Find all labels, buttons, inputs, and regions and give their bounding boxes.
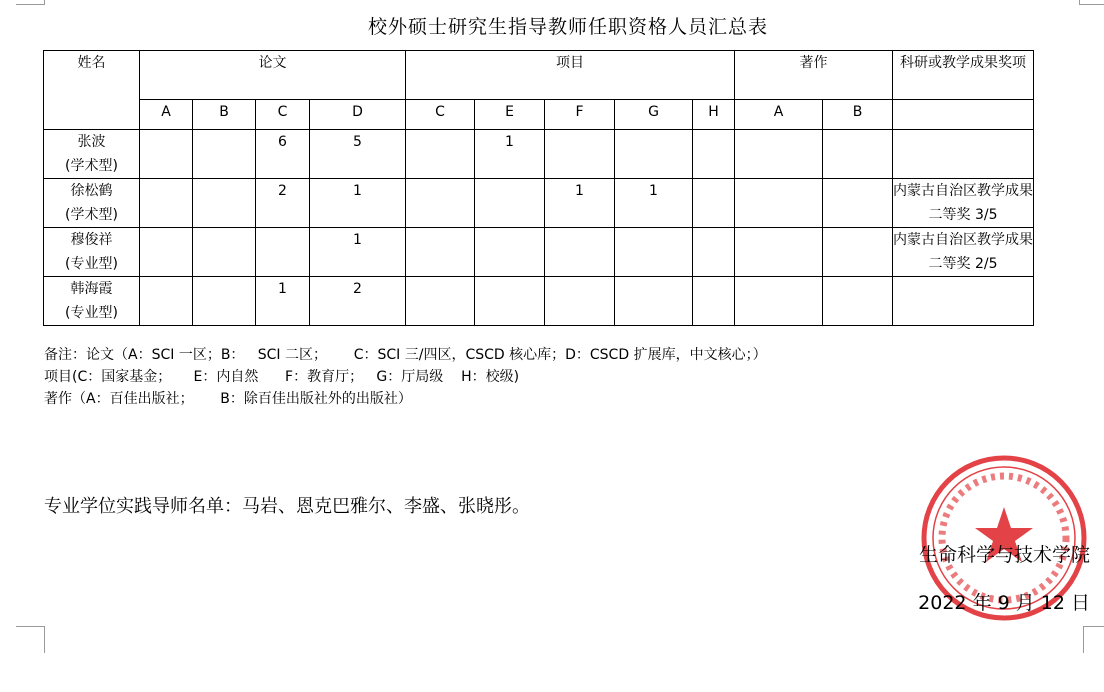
table-cell <box>406 130 475 179</box>
practice-mentors: 专业学位实践导师名单：马岩、恩克巴雅尔、李盛、张晓彤。 <box>44 496 530 517</box>
table-cell <box>615 277 693 326</box>
table-cell <box>735 130 823 179</box>
table-cell <box>615 130 693 179</box>
table-cell <box>475 228 545 277</box>
subheader-paper-c: C <box>256 100 310 130</box>
table-cell <box>256 228 310 277</box>
cell-name <box>44 179 140 228</box>
table-cell <box>735 179 823 228</box>
header-name: 姓名 <box>44 51 140 130</box>
table-cell <box>693 179 735 228</box>
person-type: (专业型) <box>65 256 118 272</box>
table-cell <box>735 277 823 326</box>
cell-award <box>893 277 1034 326</box>
table-cell <box>693 228 735 277</box>
table-cell <box>545 277 615 326</box>
table-cell <box>193 277 256 326</box>
subheader-paper-a: A <box>140 100 193 130</box>
table-row <box>44 277 1034 326</box>
subheader-project-c: C <box>406 100 475 130</box>
note-projects: 项目(C：国家基金； E：内自然 F：教育厅； G：厅局级 H：校级) <box>44 369 520 385</box>
cell-award <box>893 130 1034 179</box>
table-cell <box>823 277 893 326</box>
cell-name <box>44 228 140 277</box>
cell-name <box>44 277 140 326</box>
note-papers: 备注：论文（A：SCI 一区；B： SCI 二区； C：SCI 三/四区，CSCD 核心库；D：CSCD 扩展库，中文核心；） <box>44 347 767 363</box>
subheader-paper-d: D <box>310 100 406 130</box>
table-cell <box>406 277 475 326</box>
page-corner-mark <box>1083 626 1104 653</box>
person-name: 张波 <box>77 134 106 150</box>
table-row <box>44 179 1034 228</box>
table-cell: 1 <box>615 179 693 228</box>
table-cell: 1 <box>310 228 406 277</box>
person-type: (学术型) <box>65 158 118 174</box>
table-cell <box>193 179 256 228</box>
table-cell: 1 <box>310 179 406 228</box>
table-cell <box>823 130 893 179</box>
table-cell <box>545 130 615 179</box>
subheader-project-e: E <box>475 100 545 130</box>
table-cell: 6 <box>256 130 310 179</box>
college-name: 生命科学与技术学院 <box>918 544 1090 566</box>
notes <box>44 344 767 410</box>
cell-award: 内蒙古自治区教学成果二等奖 2/5 <box>893 228 1034 277</box>
subheader-awards-blank <box>893 100 1034 130</box>
table-cell <box>406 228 475 277</box>
person-name: 徐松鹤 <box>70 183 113 199</box>
table-cell: 2 <box>310 277 406 326</box>
table-cell <box>693 130 735 179</box>
person-type: (专业型) <box>65 305 118 321</box>
cell-award: 内蒙古自治区教学成果二等奖 3/5 <box>893 179 1034 228</box>
table-cell <box>193 228 256 277</box>
subheader-work-b: B <box>823 100 893 130</box>
table-cell: 1 <box>256 277 310 326</box>
cell-name <box>44 130 140 179</box>
person-name: 韩海霞 <box>70 281 113 297</box>
person-type: (学术型) <box>65 207 118 223</box>
page-corner-mark <box>1079 0 1104 5</box>
header-works: 著作 <box>735 51 893 100</box>
table-cell <box>823 228 893 277</box>
table-cell <box>140 228 193 277</box>
table-cell <box>475 277 545 326</box>
table-cell: 5 <box>310 130 406 179</box>
table-cell: 2 <box>256 179 310 228</box>
table-row <box>44 130 1034 179</box>
header-awards: 科研或教学成果奖项 <box>893 51 1034 100</box>
table-cell: 1 <box>475 130 545 179</box>
document-title: 校外硕士研究生指导教师任职资格人员汇总表 <box>367 16 768 38</box>
table-cell <box>140 277 193 326</box>
subheader-project-f: F <box>545 100 615 130</box>
table-cell <box>693 277 735 326</box>
table-cell <box>615 228 693 277</box>
header-projects: 项目 <box>406 51 735 100</box>
subheader-project-h: H <box>693 100 735 130</box>
page-corner-mark <box>16 626 45 653</box>
table-cell <box>735 228 823 277</box>
table-row <box>44 228 1034 277</box>
table-cell: 1 <box>545 179 615 228</box>
subheader-work-a: A <box>735 100 823 130</box>
table-cell <box>140 130 193 179</box>
table-cell <box>406 179 475 228</box>
note-works: 著作（A：百佳出版社； B：除百佳出版社外的出版社） <box>44 391 412 407</box>
subheader-paper-b: B <box>193 100 256 130</box>
table-cell <box>545 228 615 277</box>
document-date: 2022 年 9 月 12 日 <box>918 592 1090 614</box>
header-papers: 论文 <box>140 51 406 100</box>
subheader-project-g: G <box>615 100 693 130</box>
table-cell <box>823 179 893 228</box>
person-name: 穆俊祥 <box>70 232 113 248</box>
table-cell <box>475 179 545 228</box>
page-corner-mark <box>16 0 45 5</box>
summary-table <box>43 50 1034 326</box>
table-cell <box>140 179 193 228</box>
table-cell <box>193 130 256 179</box>
